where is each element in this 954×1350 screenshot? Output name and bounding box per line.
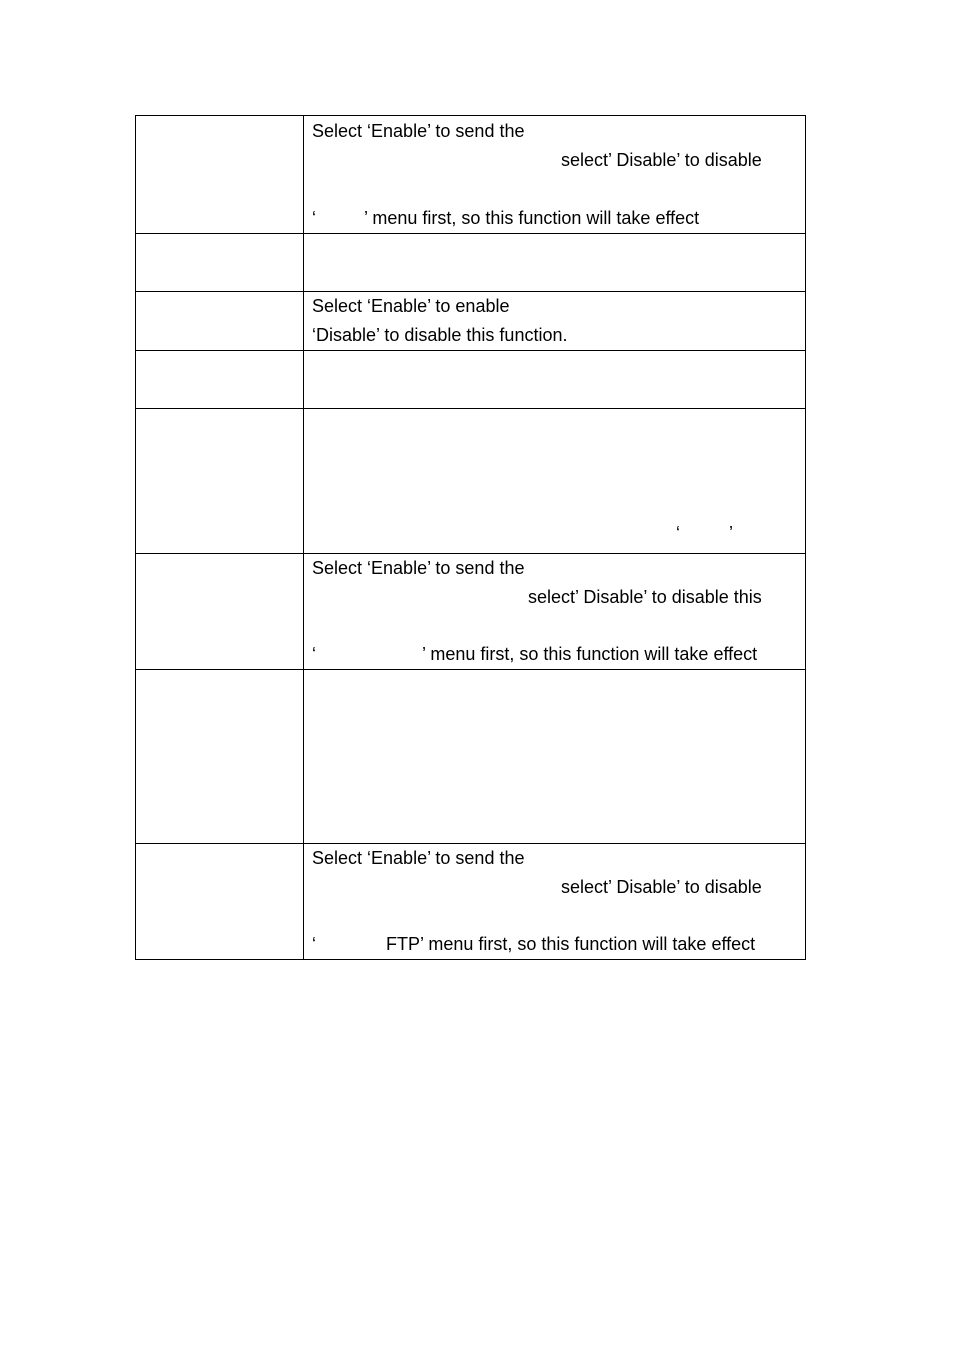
description-line: Select ‘Enable’ to send the <box>312 558 525 578</box>
description-line: select’ Disable’ to disable <box>561 877 762 897</box>
description-line: ‘ <box>312 644 316 664</box>
description-line: Select ‘Enable’ to send the <box>312 848 525 868</box>
row-divider <box>136 350 805 351</box>
settings-description-table <box>135 115 806 960</box>
row-divider <box>136 233 805 234</box>
description-line: ‘ <box>312 208 316 228</box>
description-line: ’ menu first, so this function will take effect <box>364 208 700 228</box>
description-line: ‘ <box>312 934 316 954</box>
row-divider <box>136 843 805 844</box>
row-divider <box>136 291 805 292</box>
row-divider <box>136 553 805 554</box>
description-line: FTP’ menu first, so this function will take effect <box>386 934 756 954</box>
row-divider <box>136 669 805 670</box>
description-line: Select ‘Enable’ to enable <box>312 296 510 316</box>
description-line: ’ menu first, so this function will take effect <box>422 644 758 664</box>
description-line: ’ <box>729 523 733 543</box>
description-line: Select ‘Enable’ to send the <box>312 121 525 141</box>
row-divider <box>136 408 805 409</box>
description-line: ‘Disable’ to disable this function. <box>312 325 568 345</box>
description-line: ‘ <box>676 523 680 543</box>
description-line: select’ Disable’ to disable <box>561 150 762 170</box>
description-line: select’ Disable’ to disable this <box>528 587 762 607</box>
column-divider <box>303 116 304 959</box>
